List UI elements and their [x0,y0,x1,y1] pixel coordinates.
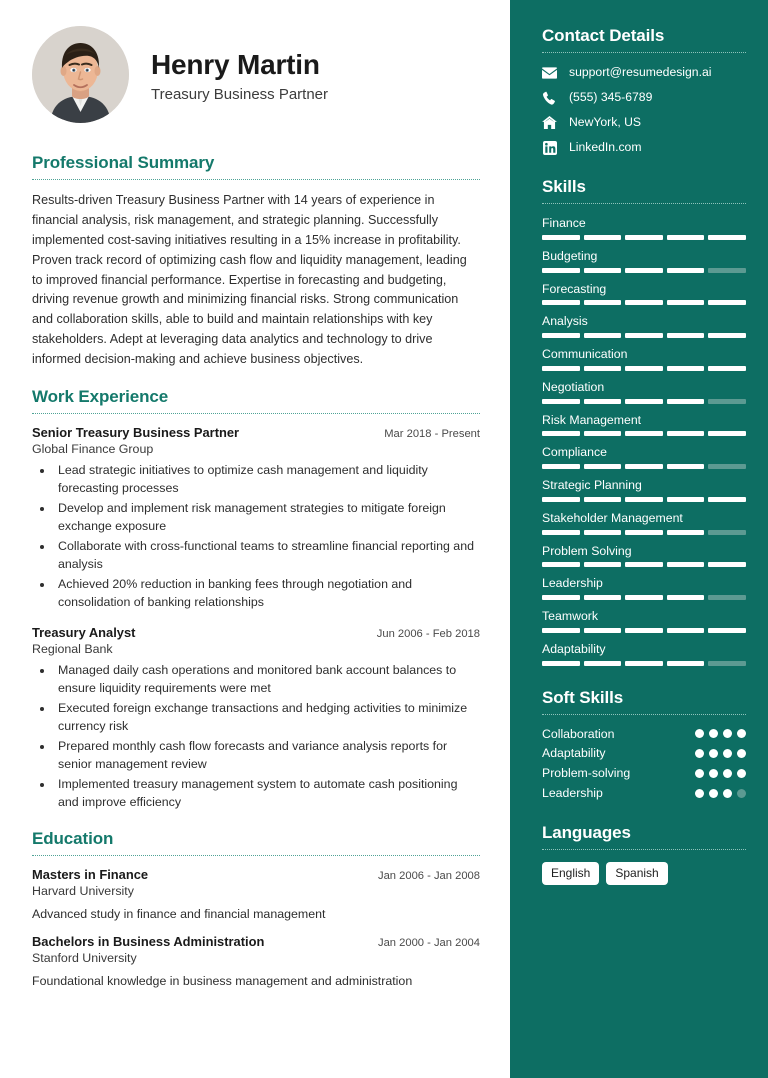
job-bullet: • Achieved 20% reduction in banking fees through negotiation and consolidation of banking relationships [54,576,480,612]
job-role: Treasury Analyst [32,624,136,640]
skill-segment [584,268,622,273]
skill-label: Problem Solving [542,543,632,558]
skill-segment [625,333,663,338]
skill-level-bar [542,497,746,502]
soft-skill-dot [723,769,732,778]
skill-item [542,249,746,273]
skill-segment [708,464,746,469]
education-description: Foundational knowledge in business management and administration [32,973,413,988]
contact-item[interactable] [542,90,746,105]
contact-text: (555) 345-6789 [569,90,653,105]
resume-header [32,26,480,123]
skill-item [542,576,746,600]
skill-segment [708,562,746,567]
job-bullet: • Collaborate with cross-functional teams to streamline financial reporting and analysis [54,538,480,574]
soft-skill-dot [737,789,746,798]
skill-item [542,347,746,371]
skill-item [542,413,746,437]
section-languages [542,823,746,885]
skill-segment [708,628,746,633]
soft-skill-dot [737,729,746,738]
section-skills [542,177,746,666]
section-divider [32,413,480,414]
section-soft-skills [542,688,746,801]
education-degree: Bachelors in Business Administration [32,933,265,949]
section-heading-languages: Languages [542,822,631,842]
skill-segment [625,497,663,502]
skill-level-bar [542,235,746,240]
job-date: Jun 2006 - Feb 2018 [376,627,480,640]
soft-skill-label: Problem-solving [542,766,631,780]
soft-skill-item [542,727,746,742]
skill-label: Leadership [542,576,603,591]
skill-segment [708,268,746,273]
skill-segment [542,300,580,305]
skill-segment [584,431,622,436]
skill-segment [584,399,622,404]
skill-label: Adaptability [542,641,606,656]
skill-segment [708,497,746,502]
skill-level-bar [542,464,746,469]
job-bullet: • Managed daily cash operations and monitored bank account balances to ensure liquidity requirements were met [54,662,480,698]
job-bullet-list [54,662,480,812]
job-date: Mar 2018 - Present [384,428,480,441]
skill-segment [584,333,622,338]
name-block [151,45,328,105]
section-divider [542,714,746,715]
skill-segment [625,562,663,567]
soft-skill-dot [723,729,732,738]
soft-skill-item [542,766,746,781]
contact-list [542,65,746,155]
skill-label: Stakeholder Management [542,510,683,525]
skill-segment [667,268,705,273]
education-description: Advanced study in finance and financial management [32,906,326,921]
skill-segment [625,661,663,666]
work-experience-item [32,425,480,612]
education-item [32,934,480,988]
skill-item [542,314,746,338]
soft-skill-item [542,746,746,761]
soft-skill-label: Adaptability [542,746,606,761]
education-header [32,867,480,882]
skill-segment [708,530,746,535]
education-school: Harvard University [32,883,134,898]
phone-icon [542,90,557,105]
section-heading-professional-summary: Professional Summary [32,153,215,172]
job-organization: Global Finance Group [32,442,154,457]
skill-segment [708,595,746,600]
skill-segment [708,235,746,240]
skill-segment [584,595,622,600]
skill-label: Communication [542,347,628,361]
skill-item [542,544,746,568]
education-degree: Masters in Finance [32,866,149,882]
skill-segment [708,661,746,666]
soft-skill-level [695,789,746,798]
skill-item [542,511,746,535]
skill-item [542,216,746,240]
section-work-experience [32,387,480,812]
skill-segment [584,497,622,502]
skill-segment [542,333,580,338]
soft-skills-list [542,727,746,801]
education-school: Stanford University [32,950,137,965]
skill-segment [667,431,705,436]
section-divider [32,855,480,856]
contact-text: NewYork, US [569,115,642,130]
skill-level-bar [542,595,746,600]
skill-segment [625,595,663,600]
skill-segment [667,333,705,338]
section-heading-work-experience: Work Experience [32,387,169,407]
skill-segment [542,464,580,469]
skill-segment [667,562,705,567]
skill-segment [625,268,663,273]
soft-skill-dot [737,749,746,758]
skill-segment [667,497,705,502]
soft-skill-dot [695,789,704,798]
skill-segment [542,235,580,240]
skill-segment [625,530,663,535]
education-item [32,867,480,921]
job-bullet: • Prepared monthly cash flow forecasts and variance analysis reports for senior management review [54,738,480,774]
language-list [542,862,746,885]
soft-skill-dot [723,789,732,798]
skill-segment [542,366,580,371]
skill-segment [542,399,580,404]
section-heading-education: Education [32,828,114,848]
skill-segment [667,235,705,240]
contact-item[interactable] [542,65,746,80]
soft-skill-dot [709,789,718,798]
skill-segment [667,530,705,535]
skill-segment [584,661,622,666]
skill-segment [542,661,580,666]
job-role: Senior Treasury Business Partner [32,425,240,441]
skill-segment [625,300,663,305]
job-bullet-list [54,462,480,612]
skill-level-bar [542,268,746,273]
soft-skill-dot [709,749,718,758]
skill-segment [667,300,705,305]
language-pill[interactable]: Spanish [606,862,667,885]
skill-segment [542,628,580,633]
work-experience-item [32,625,480,812]
job-bullet: • Lead strategic initiatives to optimize cash management and liquidity forecasting processes [54,462,480,498]
section-divider [542,203,746,204]
skill-segment [708,333,746,338]
skill-label: Budgeting [542,248,598,263]
contact-item[interactable] [542,140,746,155]
job-title: Treasury Business Partner [151,85,329,103]
home-icon [542,115,557,130]
soft-skill-label: Collaboration [542,726,615,741]
skill-item [542,282,746,306]
skill-segment [584,464,622,469]
section-contact-details [542,26,746,155]
skill-segment [708,366,746,371]
skill-segment [708,399,746,404]
contact-text: support@resumedesign.ai [569,65,712,80]
skill-label: Negotiation [542,379,605,394]
skill-segment [584,628,622,633]
soft-skill-dot [709,769,718,778]
skill-segment [584,235,622,240]
job-bullet: • Develop and implement risk management strategies to mitigate foreign exchange exposure [54,500,480,536]
skill-item [542,642,746,666]
skill-segment [542,562,580,567]
language-pill[interactable]: English [542,862,599,885]
job-bullet: • Implemented treasury management system to automate cash positioning and improve efficiency [54,776,480,812]
skill-segment [667,628,705,633]
skill-level-bar [542,530,746,535]
skill-segment [584,366,622,371]
skill-segment [584,530,622,535]
skill-segment [542,595,580,600]
section-divider [542,849,746,850]
soft-skill-dot [723,749,732,758]
skill-segment [625,399,663,404]
education-header [32,934,480,949]
skill-label: Finance [542,216,586,230]
soft-skill-label: Leadership [542,785,603,800]
skill-label: Teamwork [542,609,599,623]
education-date: Jan 2006 - Jan 2008 [377,869,480,882]
skill-level-bar [542,562,746,567]
soft-skill-level [695,729,746,738]
section-divider [32,179,480,180]
professional-summary-text: Results-driven Treasury Business Partner with 14 years of experience in financial analysis, risk management, and strategic planning. Successfully implemented cost-saving initiatives resulting in a 15% increase in profitability. Proven track record of optimizing cash flow and liquidity management, leading to improved financial performance. Expertise in forecasting and budgeting, driving revenue growth and minimizing financial risks. Strong communication and collaboration skills, able to build and maintain relationships with key stakeholders. Adept at leveraging data analytics and technology to drive informed decision-making and achieve business objectives. [32,193,467,367]
skill-segment [542,530,580,535]
skill-segment [625,628,663,633]
skill-item [542,478,746,502]
job-organization: Regional Bank [32,641,113,656]
skill-segment [542,268,580,273]
soft-skill-item [542,786,746,801]
skill-segment [625,366,663,371]
section-professional-summary [32,153,480,370]
skill-segment [708,300,746,305]
skill-segment [708,431,746,436]
skill-segment [625,464,663,469]
job-header [32,425,480,440]
work-experience-list [32,425,480,812]
envelope-icon [542,65,557,80]
skill-level-bar [542,661,746,666]
section-heading-skills: Skills [542,177,586,196]
education-list [32,867,480,988]
skill-segment [625,431,663,436]
skill-segment [542,431,580,436]
soft-skill-dot [695,769,704,778]
portrait-photo-icon [32,26,129,123]
page-title: Henry Martin [151,48,320,80]
soft-skill-level [695,769,746,778]
skill-segment [542,497,580,502]
soft-skill-dot [695,749,704,758]
avatar [32,26,129,123]
skill-level-bar [542,399,746,404]
skills-list [542,216,746,666]
section-education [32,829,480,988]
skill-label: Compliance [542,445,607,460]
resume-sidebar [510,0,768,1078]
skill-segment [667,366,705,371]
skill-segment [584,562,622,567]
soft-skill-dot [737,769,746,778]
soft-skill-level [695,749,746,758]
section-divider [542,52,746,53]
skill-segment [667,464,705,469]
skill-segment [625,235,663,240]
soft-skill-dot [695,729,704,738]
skill-label: Risk Management [542,412,642,427]
skill-label: Forecasting [542,281,607,296]
skill-item [542,380,746,404]
section-heading-soft-skills: Soft Skills [542,687,624,707]
skill-level-bar [542,431,746,436]
education-date: Jan 2000 - Jan 2004 [377,936,480,949]
job-header [32,625,480,640]
skill-segment [667,661,705,666]
job-bullet: • Executed foreign exchange transactions and hedging activities to minimize currency risk [54,700,480,736]
soft-skill-dot [709,729,718,738]
skill-segment [667,399,705,404]
skill-segment [584,300,622,305]
contact-item[interactable] [542,115,746,130]
skill-item [542,445,746,469]
section-heading-contact-details: Contact Details [542,26,665,45]
skill-item [542,609,746,633]
skill-label: Strategic Planning [542,478,642,492]
linkedin-icon [542,140,557,155]
skill-level-bar [542,628,746,633]
skill-level-bar [542,300,746,305]
skill-segment [667,595,705,600]
skill-level-bar [542,366,746,371]
skill-level-bar [542,333,746,338]
skill-label: Analysis [542,314,588,329]
contact-text: LinkedIn.com [569,140,642,155]
